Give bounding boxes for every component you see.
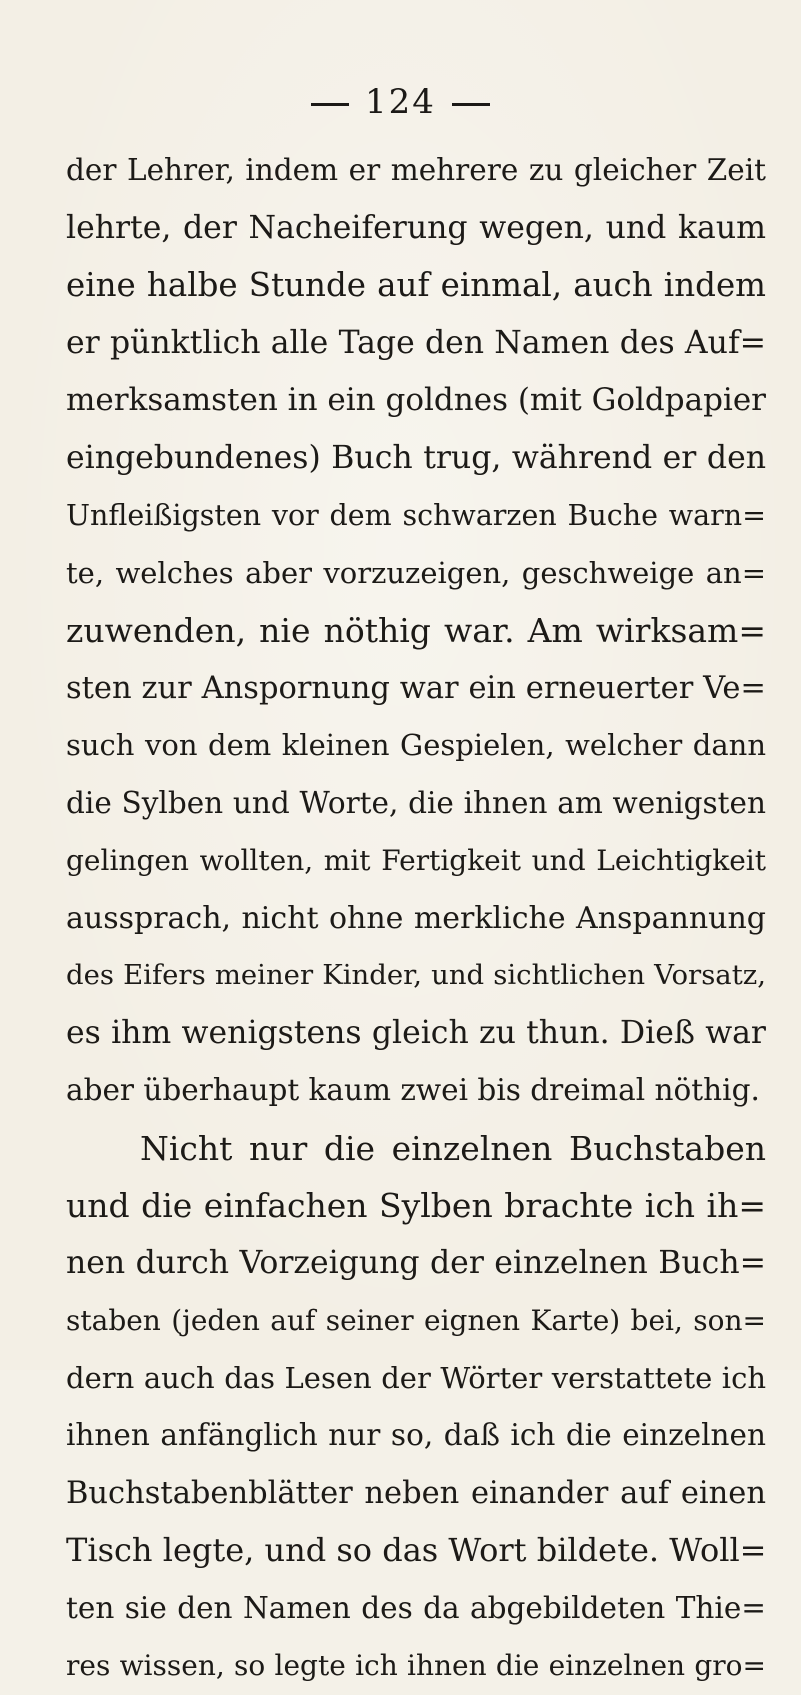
text-line: Unfleißigsten vor dem schwarzen Buche warn= bbox=[66, 499, 766, 532]
text-line: ihnen anfänglich nur so, daß ich die einzelnen bbox=[66, 1418, 766, 1452]
text-line: Tisch legte, und so das Wort bildete. Woll= bbox=[66, 1531, 766, 1569]
text-line: res wissen, so legte ich ihnen die einzelnen gro= bbox=[66, 1649, 766, 1682]
text-line: staben (jeden auf seiner eignen Karte) bei, son= bbox=[66, 1304, 766, 1337]
text-line: er pünktlich alle Tage den Namen des Auf= bbox=[66, 324, 766, 361]
text-line: merksamsten in ein goldnes (mit Goldpapier bbox=[66, 382, 766, 418]
text-line: gelingen wollten, mit Fertigkeit und Leichtigkeit bbox=[66, 844, 766, 877]
text-line: eine halbe Stunde auf einmal, auch indem bbox=[66, 266, 766, 304]
text-line: te, welches aber vorzuzeigen, geschweige an= bbox=[66, 555, 766, 590]
text-line: nen durch Vorzeigung der einzelnen Buch= bbox=[66, 1244, 766, 1281]
text-line: Buchstabenblätter neben einander auf einen bbox=[66, 1475, 766, 1511]
text-line: die Sylben und Worte, die ihnen am wenigsten bbox=[66, 785, 766, 820]
page-header bbox=[0, 82, 801, 122]
text-line: des Eifers meiner Kinder, und sichtlichen Vorsatz, bbox=[66, 959, 766, 991]
text-line: eingebundenes) Buch trug, während er den bbox=[66, 439, 766, 476]
text-line: ten sie den Namen des da abgebildeten Thie= bbox=[66, 1590, 766, 1625]
text-line: aussprach, nicht ohne merkliche Anspannung bbox=[66, 900, 766, 936]
page-number: 124 bbox=[365, 82, 436, 122]
text-line: aber überhaupt kaum zwei bis dreimal nöthig. bbox=[66, 1073, 760, 1107]
text-line: Nicht nur die einzelnen Buchstaben bbox=[140, 1128, 766, 1168]
text-line: such von dem kleinen Gespielen, welcher dann bbox=[66, 728, 766, 762]
text-line: sten zur Anspornung war ein erneuerter Ve= bbox=[66, 670, 766, 706]
header-dash-left bbox=[311, 103, 349, 106]
text-line: lehrte, der Nacheiferung wegen, und kaum bbox=[66, 209, 766, 246]
body-text bbox=[66, 142, 766, 1695]
text-line: es ihm wenigstens gleich zu thun. Dieß war bbox=[66, 1014, 766, 1051]
text-line: der Lehrer, indem er mehrere zu gleicher Zeit bbox=[66, 153, 766, 187]
header-dash-right bbox=[452, 103, 490, 106]
text-line: zuwenden, nie nöthig war. Am wirksam= bbox=[66, 611, 766, 650]
text-line: dern auch das Lesen der Wörter verstattete ich bbox=[66, 1360, 766, 1395]
text-line: und die einfachen Sylben brachte ich ih= bbox=[66, 1186, 766, 1225]
